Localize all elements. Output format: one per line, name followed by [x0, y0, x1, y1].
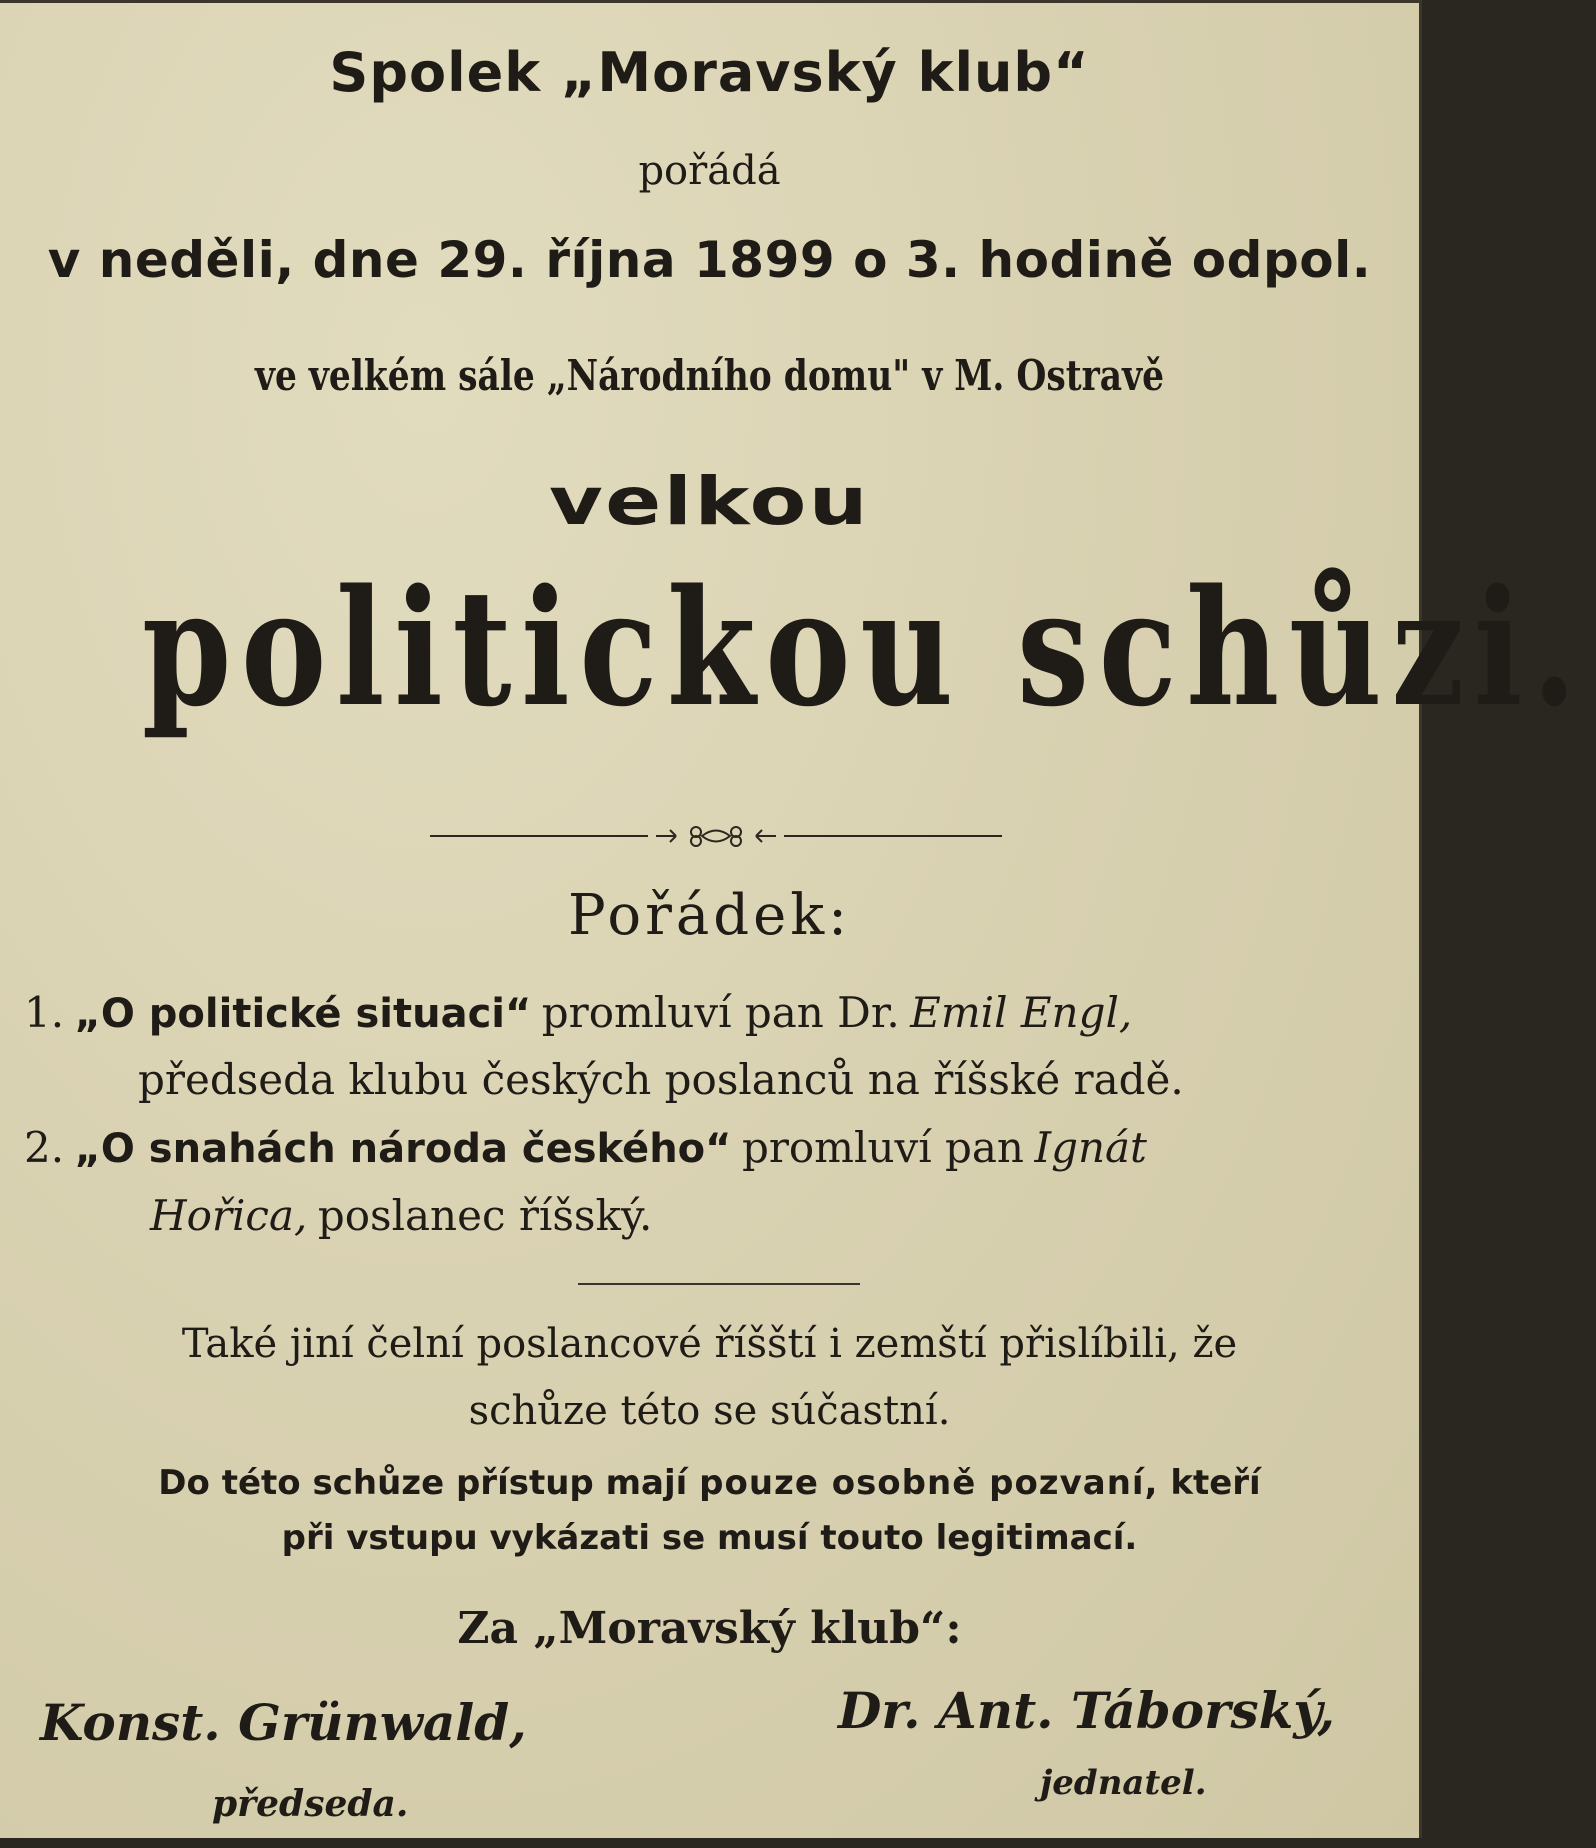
agenda-item-2-number: 2. [24, 1123, 65, 1172]
closing-line: Za „Moravský klub“: [457, 1603, 962, 1654]
agenda-item-1-speaker: Emil Engl, [910, 988, 1133, 1037]
title-large: politickou schůzi. [141, 554, 1587, 742]
agenda-item-1-topic: „O politické situaci“ [74, 991, 532, 1037]
agenda-item-2-cont [150, 1191, 1550, 1241]
also-line-2: schůze této se súčastní. [468, 1388, 951, 1434]
access-line-1-strong: pouze osobně pozvaní, [699, 1463, 1159, 1503]
access-line-1-pre: Do této schůze přístup mají [158, 1463, 688, 1503]
agenda-item-1-verb: promluví pan Dr. [541, 988, 900, 1037]
agenda-heading: Pořádek: [567, 883, 852, 948]
access-line-1 [0, 1463, 1419, 1503]
agenda-item-2-verb: promluví pan [741, 1123, 1024, 1172]
signatory-1-name: Konst. Grünwald, [40, 1693, 527, 1752]
date-line: v neděli, dne 29. října 1899 o 3. hodině odpol. [47, 231, 1372, 289]
signatory-2-name: Dr. Ant. Táborský, [838, 1681, 1335, 1740]
signatory-1-role: předseda. [212, 1783, 409, 1825]
agenda-item-2 [24, 1123, 1424, 1173]
agenda-item-2-speaker: Ignát [1034, 1123, 1147, 1172]
ornament-divider [430, 823, 1002, 849]
access-line-2: při vstupu vykázati se musí touto legitimací. [281, 1518, 1138, 1558]
access-line-1-post: kteří [1170, 1463, 1261, 1503]
agenda-item-2-topic: „O snahách národa českého“ [74, 1126, 732, 1172]
club-heading: Spolek „Moravský klub“ [329, 41, 1090, 104]
agenda-item-1 [24, 988, 1424, 1038]
section-divider [578, 1283, 860, 1285]
agenda-item-2-role: poslanec říšský. [317, 1191, 653, 1240]
title-small: velkou [548, 463, 871, 540]
agenda-item-1-number: 1. [24, 988, 65, 1037]
agenda-item-2-speaker-cont: Hořica, [150, 1191, 308, 1240]
agenda-item-1-role: předseda klubu českých poslanců na říšské radě. [138, 1055, 1184, 1104]
signatory-2-role: jednatel. [1040, 1763, 1207, 1803]
venue-line: ve velkém sále „Národního domu" v M. Ostravě [255, 351, 1164, 400]
also-line-1: Také jiní čelní poslancové říšští i zemští přislíbili, že [181, 1321, 1238, 1367]
organizes-verb: pořádá [638, 148, 781, 194]
